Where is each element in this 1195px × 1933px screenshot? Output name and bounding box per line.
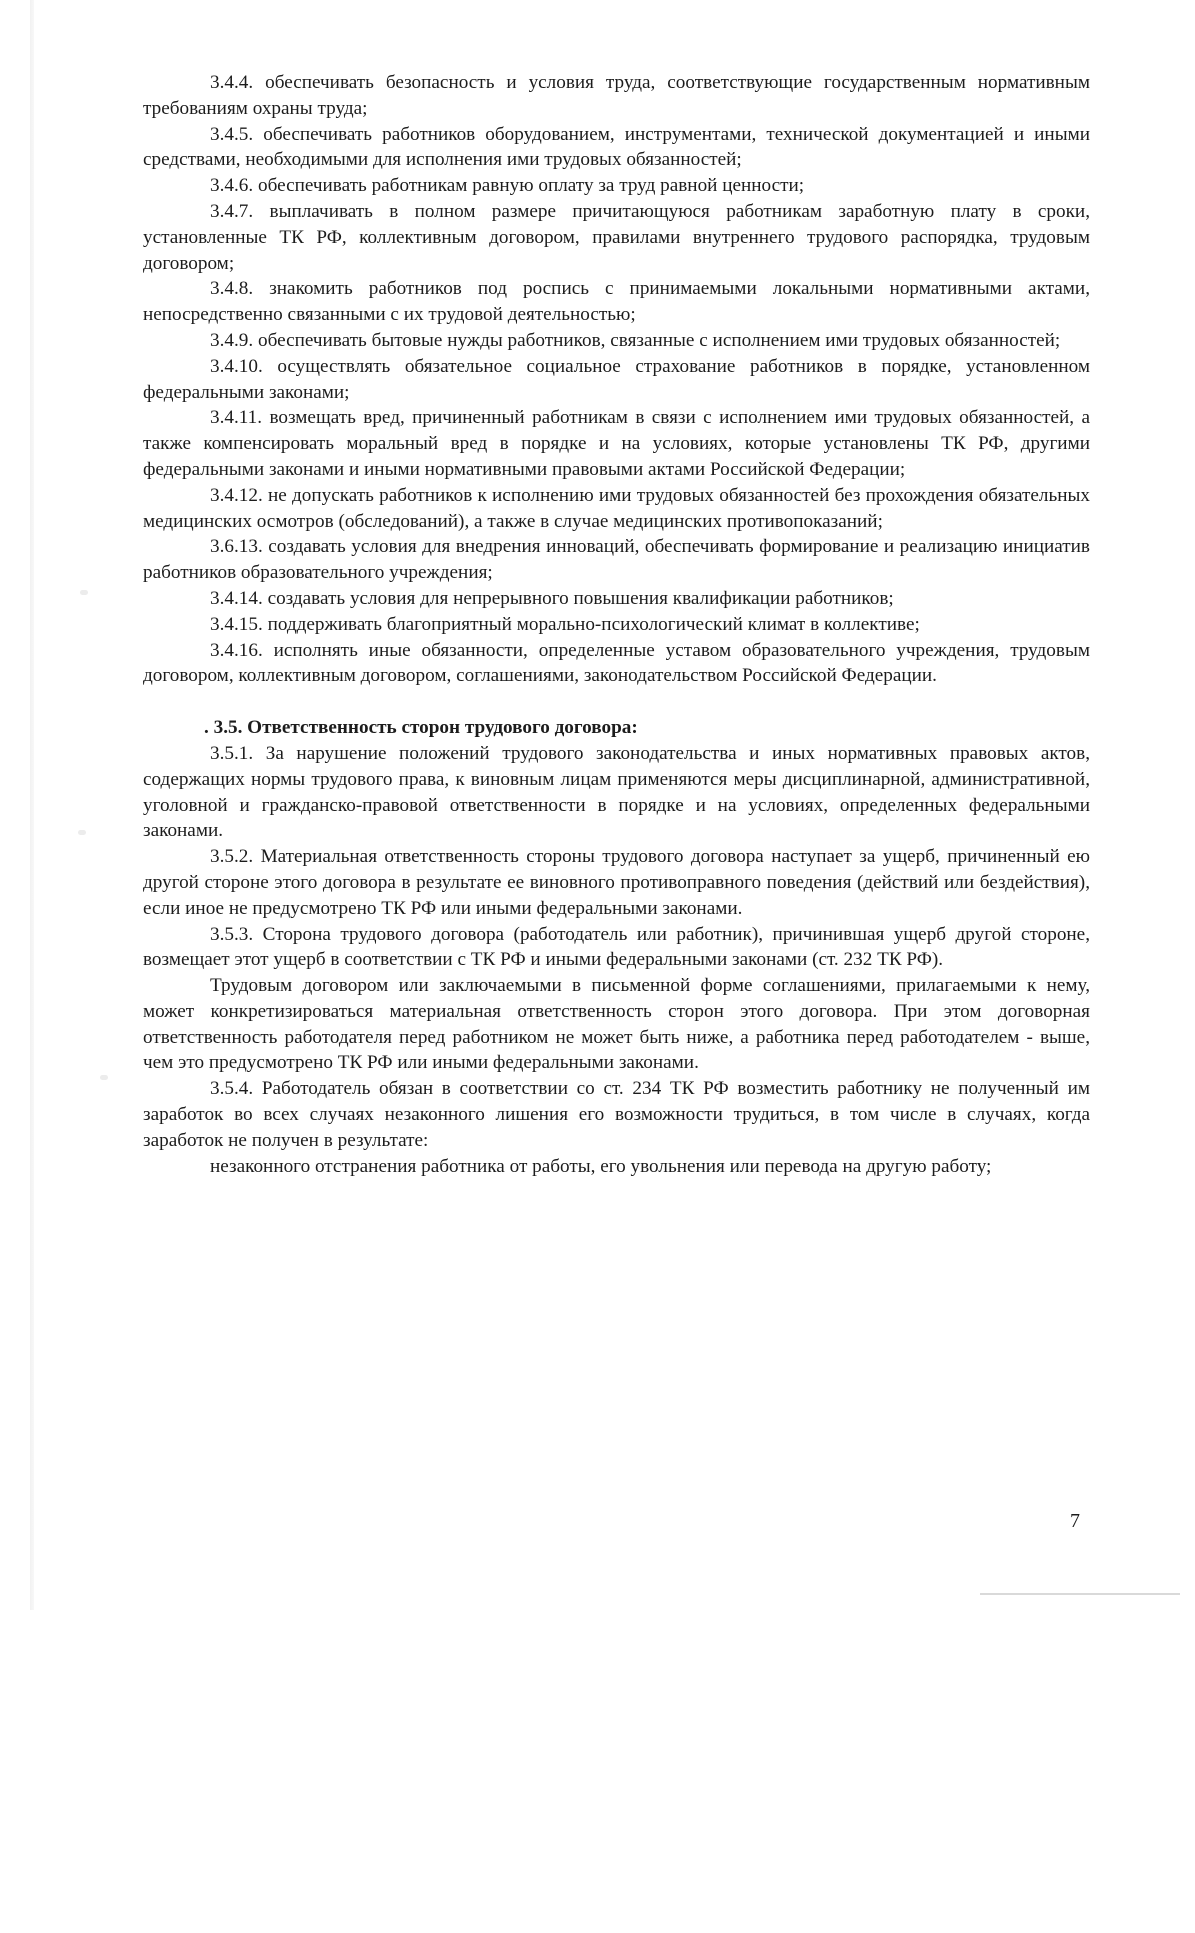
spacer	[143, 689, 1090, 715]
clause-3-4-6: 3.4.6. обеспечивать работникам равную оплату за труд равной ценности;	[210, 175, 805, 197]
clause-3-4-7: 3.4.7. выплачивать в полном размере причитающуюся работникам заработную плату в сроки, установленные ТК РФ, коллективным договором, правилами внутреннего трудового распорядка, трудовым договором;	[143, 200, 1090, 274]
clause-3-4-14: 3.4.14. создавать условия для непрерывного повышения квалификации работников;	[210, 587, 894, 609]
clause-3-4-5: 3.4.5. обеспечивать работников оборудованием, инструментами, технической документацией и иными средствами, необходимыми для исполнения ими трудовых обязанностей;	[143, 123, 1090, 171]
clause-3-5-1: 3.5.1. За нарушение положений трудового законодательства и иных нормативных правовых актов, содержащих нормы трудового права, к виновным лицам применяются меры дисциплинарной, административной, уголовной и гражданско-правовой ответственности в порядке и на условиях, определенных федеральными законами.	[143, 742, 1090, 842]
clause-3-4-15: 3.4.15. поддерживать благоприятный морально-психологический климат в коллективе;	[210, 613, 920, 635]
clause-3-4-10: 3.4.10. осуществлять обязательное социальное страхование работников в порядке, установленном федеральными законами;	[143, 355, 1090, 403]
clause-3-5-2: 3.5.2. Материальная ответственность стороны трудового договора наступает за ущерб, причиненный ею другой стороне этого договора в результате ее виновного противоправного поведения (действий или бездействия), если иное не предусмотрено ТК РФ или иными федеральными законами.	[143, 846, 1090, 919]
section-heading-3-5: . 3.5. Ответственность сторон трудового договора:	[204, 717, 638, 739]
clause-3-4-4: 3.4.4. обеспечивать безопасность и условия труда, соответствующие государственным нормативным требованиям охраны труда;	[143, 72, 1090, 119]
clause-3-5-4: 3.5.4. Работодатель обязан в соответствии со ст. 234 ТК РФ возместить работнику не полученный им заработок во всех случаях незаконного лишения его возможности трудиться, в том числе в случаях, когда заработок не получен в результате:	[143, 1078, 1090, 1151]
clause-3-5-3: 3.5.3. Сторона трудового договора (работодатель или работник), причинившая ущерб другой стороне, возмещает этот ущерб в соответствии с ТК РФ и иными федеральными законами (ст. 232 ТК РФ).	[143, 923, 1090, 971]
scan-shadow-bottom	[980, 1593, 1180, 1595]
document-page	[143, 70, 1090, 1179]
clause-3-4-8: 3.4.8. знакомить работников под роспись с принимаемыми локальными нормативными актами, непосредственно связанными с их трудовой деятельностью;	[143, 278, 1090, 326]
clause-3-5-4-item: незаконного отстранения работника от работы, его увольнения или перевода на другую работу;	[210, 1155, 992, 1177]
clause-3-4-9: 3.4.9. обеспечивать бытовые нужды работников, связанные с исполнением ими трудовых обязанностей;	[210, 329, 1061, 351]
clause-3-5-3-continued: Трудовым договором или заключаемыми в письменной форме соглашениями, прилагаемыми к нему, может конкретизироваться материальная ответственность сторон этого договора. При этом договорная ответственность работодателя перед работником не может быть ниже, а работника перед работодателем - выше, чем это предусмотрено ТК РФ или иными федеральными законами.	[143, 975, 1090, 1074]
page-number: 7	[1070, 1510, 1080, 1532]
clause-3-4-11: 3.4.11. возмещать вред, причиненный работникам в связи с исполнением ими трудовых обязанностей, а также компенсировать моральный вред в порядке и на условиях, которые установлены ТК РФ, другими федеральными законами и иными нормативными правовыми актами Российской Федерации;	[143, 407, 1090, 480]
scan-shadow-left	[30, 0, 34, 1610]
scan-speck	[100, 1075, 108, 1080]
clause-3-4-12: 3.4.12. не допускать работников к исполнению ими трудовых обязанностей без прохождения обязательных медицинских осмотров (обследований), а также в случае медицинских противопоказаний;	[143, 484, 1090, 532]
scan-speck	[78, 830, 86, 835]
clause-3-4-16: 3.4.16. исполнять иные обязанности, определенные уставом образовательного учреждения, трудовым договором, коллективным договором, соглашениями, законодательством Российской Федерации.	[143, 639, 1090, 687]
clause-3-6-13: 3.6.13. создавать условия для внедрения инноваций, обеспечивать формирование и реализацию инициатив работников образовательного учреждения;	[143, 536, 1090, 584]
scan-speck	[80, 590, 88, 595]
